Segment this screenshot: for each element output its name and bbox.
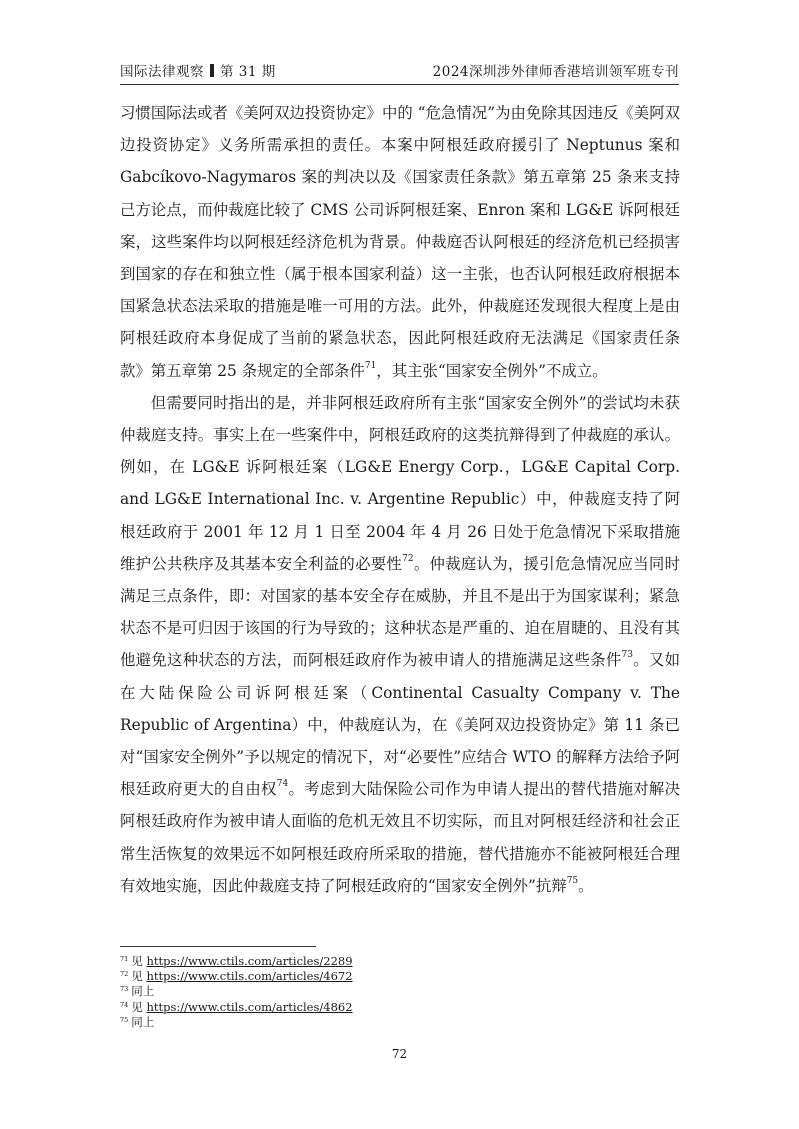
footnote-link-71[interactable]: https://www.ctils.com/articles/2289	[146, 954, 353, 968]
header-rule	[120, 84, 679, 85]
footnote-72: $^{72}$ 见 https://www.ctils.com/articles/4672	[120, 969, 353, 984]
footnote-73: $^{73}$ 同上	[120, 984, 155, 999]
header-left	[120, 60, 276, 80]
footnote-ref-73[interactable]: 73	[621, 650, 633, 661]
paragraph-1: 习惯国际法或者《美阿双边投资协定》中的 “危急情况”为由免除其因违反《美阿双边投资协定》义务所需承担的责任。本案中阿根廷政府援引了 Neptunus 案和 Gabcíkovo-Nagymaros 案的判决以及《国家责任条款》第五章第 25 条来支持己方论点，而仲裁庭比较了 CMS 公司诉阿根廷案、Enron 案和 LG&E 诉阿根廷案，这些案件均以阿根廷经济危机为背景。仲裁庭否认阿根廷的经济危机已经损害到国家的存在和独立性（属于根本国家利益）这一主张，也否认阿根廷政府根据本国紧急状态法采取的措施是唯一可用的方法。此外，仲裁庭还发现很大程度上是由阿根廷政府本身促成了当前的紧急状态，因此阿根廷政府无法满足《国家责任条款》第五章第 25 条规定的全部条件$^{71}$，其主张“国家安全例外”不成立。	[120, 104, 680, 380]
page-number: 72	[391, 1047, 408, 1061]
footnote-74: $^{74}$ 见 https://www.ctils.com/articles/4862	[120, 999, 353, 1014]
journal-name: 国际法律观察	[120, 64, 204, 80]
footnote-ref-74[interactable]: 74	[276, 779, 289, 790]
footnotes	[120, 954, 680, 1030]
footnote-ref-72[interactable]: 72	[402, 553, 414, 564]
issue-number: 第 31 期	[220, 64, 276, 80]
paragraph-2: 但需要同时指出的是，并非阿根廷政府所有主张“国家安全例外”的尝试均未获仲裁庭支持。事实上在一些案件中，阿根廷政府的这类抗辩得到了仲裁庭的承认。例如，在 LG&E 诉阿根廷案（LG&E Energy Corp.，LG&E Capital Corp. and LG&E International Inc. v. Argentine Republic）中，仲裁庭支持了阿根廷政府于 2001 年 12 月 1 日至 2004 年 4 月 26 日处于危急情况下采取措施维护公共秩序及其基本安全利益的必要性$^{72}$。仲裁庭认为，援引危急情况应当同时满足三点条件，即：对国家的基本安全存在威胁，并且不是出于为国家谋利；紧急状态不是可归因于该国的行为导致的；这种状态是严重的、迫在眉睫的、且没有其他避免这种状态的方法，而阿根廷政府作为被申请人的措施满足这些条件$^{73}$。又如在大陆保险公司诉阿根廷案（Continental Casualty Company v. The Republic of Argentina）中，仲裁庭认为，在《美阿双边投资协定》第 11 条已对“国家安全例外”予以规定的情况下，对“必要性”应结合 WTO 的解释方法给予阿根廷政府更大的自由权$^{74}$。考虑到大陆保险公司作为申请人提出的替代措施对解决阿根廷政府作为被申请人面临的危机无效且不切实际，而且对阿根廷经济和社会正常生活恢复的效果远不如阿根廷政府所采取的措施，替代措施亦不能被阿根廷合理有效地实施，因此仲裁庭支持了阿根廷政府的“国家安全例外”抗辩$^{75}$。	[120, 393, 680, 895]
article-body	[120, 97, 680, 902]
footnote-ref-71[interactable]: 71	[364, 360, 377, 371]
footnote-link-72[interactable]: https://www.ctils.com/articles/4672	[146, 969, 353, 984]
footnote-75: $^{75}$ 同上	[120, 1014, 155, 1029]
special-issue-title: 2024深圳涉外律师香港培训领军班专刊	[432, 64, 679, 80]
running-header	[120, 60, 679, 82]
footnote-link-74[interactable]: https://www.ctils.com/articles/4862	[146, 999, 353, 1014]
header-separator-bar	[210, 64, 214, 77]
footnote-71: $^{71}$ 见 https://www.ctils.com/articles/2289	[120, 954, 353, 968]
footnote-ref-75[interactable]: 75	[566, 875, 579, 886]
footnote-rule	[120, 946, 316, 947]
